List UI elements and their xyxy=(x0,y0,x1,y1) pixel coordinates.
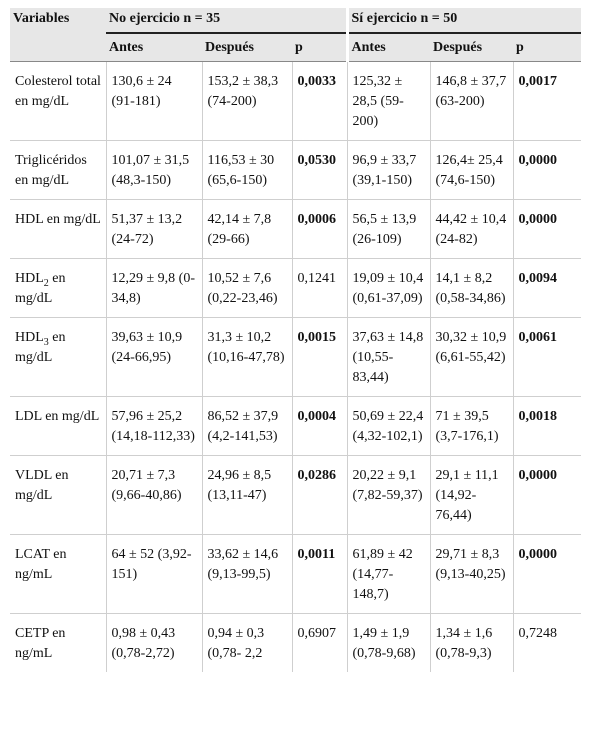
cell-no-p: 0,0033 xyxy=(292,62,347,141)
table-row xyxy=(10,397,581,456)
cell-si-despues: 14,1 ± 8,2 (0,58-34,86) xyxy=(430,259,513,318)
cell-no-despues: 24,96 ± 8,5 (13,11-47) xyxy=(202,456,292,535)
cell-no-despues: 153,2 ± 38,3 (74-200) xyxy=(202,62,292,141)
cell-no-despues: 10,52 ± 7,6 (0,22-23,46) xyxy=(202,259,292,318)
variable-label: Colesterol total en mg/dL xyxy=(15,74,101,109)
cell-no-despues: 33,62 ± 14,6 (9,13-99,5) xyxy=(202,535,292,614)
table-row xyxy=(10,614,581,673)
cell-no-despues: 42,14 ± 7,8 (29-66) xyxy=(202,200,292,259)
header-variables: Variables xyxy=(10,8,106,62)
cell-si-antes: 37,63 ± 14,8 (10,55-83,44) xyxy=(347,318,430,397)
table-row xyxy=(10,318,581,397)
cell-si-antes: 96,9 ± 33,7 (39,1-150) xyxy=(347,141,430,200)
cell-si-despues: 71 ± 39,5 (3,7-176,1) xyxy=(430,397,513,456)
cell-no-despues: 0,94 ± 0,3 (0,78- 2,2 xyxy=(202,614,292,673)
results-table xyxy=(10,8,581,672)
variable-unit: en mg/dL xyxy=(15,271,66,306)
cell-si-antes: 1,49 ± 1,9 (0,78-9,68) xyxy=(347,614,430,673)
cell-si-despues: 30,32 ± 10,9 (6,61-55,42) xyxy=(430,318,513,397)
variable-label: HDL en mg/dL xyxy=(15,212,101,227)
cell-no-despues: 31,3 ± 10,2 (10,16-47,78) xyxy=(202,318,292,397)
cell-no-p: 0,0004 xyxy=(292,397,347,456)
variable-subscript: 3 xyxy=(43,337,49,348)
cell-si-antes: 56,5 ± 13,9 (26-109) xyxy=(347,200,430,259)
cell-variable xyxy=(10,259,106,318)
cell-no-antes: 0,98 ± 0,43 (0,78-2,72) xyxy=(106,614,202,673)
cell-si-p: 0,0094 xyxy=(513,259,581,318)
cell-variable xyxy=(10,397,106,456)
cell-no-p: 0,6907 xyxy=(292,614,347,673)
cell-no-p: 0,1241 xyxy=(292,259,347,318)
variable-label: LCAT en ng/mL xyxy=(15,547,67,582)
cell-si-despues: 29,1 ± 11,1 (14,92-76,44) xyxy=(430,456,513,535)
cell-si-antes: 20,22 ± 9,1 (7,82-59,37) xyxy=(347,456,430,535)
variable-label: CETP en ng/mL xyxy=(15,626,66,661)
cell-si-p: 0,0000 xyxy=(513,535,581,614)
table-body xyxy=(10,62,581,673)
cell-variable xyxy=(10,614,106,673)
cell-no-despues: 86,52 ± 37,9 (4,2-141,53) xyxy=(202,397,292,456)
cell-si-despues: 126,4± 25,4 (74,6-150) xyxy=(430,141,513,200)
cell-si-p: 0,0000 xyxy=(513,141,581,200)
cell-si-p: 0,7248 xyxy=(518,626,558,641)
cell-no-p: 0,0015 xyxy=(292,318,347,397)
cell-si-antes: 19,09 ± 10,4 (0,61-37,09) xyxy=(347,259,430,318)
cell-variable xyxy=(10,318,106,397)
table-row xyxy=(10,456,581,535)
cell-si-p: 0,0000 xyxy=(513,200,581,259)
cell-no-antes: 20,71 ± 7,3 (9,66-40,86) xyxy=(106,456,202,535)
variable-label: Triglicéridos en mg/dL xyxy=(15,153,87,188)
variable-unit: en mg/dL xyxy=(15,330,66,365)
cell-no-antes: 12,29 ± 9,8 (0-34,8) xyxy=(106,259,202,318)
table-row xyxy=(10,62,581,141)
cell-si-antes: 61,89 ± 42 (14,77-148,7) xyxy=(347,535,430,614)
cell-si-despues: 146,8 ± 37,7 (63-200) xyxy=(430,62,513,141)
header-no-p: p xyxy=(292,33,347,62)
cell-si-despues: 1,34 ± 1,6 (0,78-9,3) xyxy=(430,614,513,673)
cell-no-antes: 51,37 ± 13,2 (24-72) xyxy=(106,200,202,259)
header-si-despues: Después xyxy=(430,33,513,62)
cell-si-p: 0,0000 xyxy=(513,456,581,535)
cell-no-antes: 64 ± 52 (3,92-151) xyxy=(106,535,202,614)
header-no-despues: Después xyxy=(202,33,292,62)
cell-si-antes: 50,69 ± 22,4 (4,32-102,1) xyxy=(347,397,430,456)
cell-no-p: 0,0530 xyxy=(292,141,347,200)
cell-no-antes: 101,07 ± 31,5 (48,3-150) xyxy=(106,141,202,200)
variable-label: LDL en mg/dL xyxy=(15,409,100,424)
cell-variable xyxy=(10,200,106,259)
cell-si-antes: 125,32 ± 28,5 (59-200) xyxy=(347,62,430,141)
table-row xyxy=(10,535,581,614)
header-group-no-exercise: No ejercicio n = 35 xyxy=(106,8,347,33)
cell-no-p: 0,0011 xyxy=(292,535,347,614)
header-no-antes: Antes xyxy=(106,33,202,62)
header-si-p: p xyxy=(513,33,581,62)
cell-no-p: 0,0286 xyxy=(292,456,347,535)
cell-variable xyxy=(10,62,106,141)
table-row xyxy=(10,141,581,200)
cell-no-antes: 39,63 ± 10,9 (24-66,95) xyxy=(106,318,202,397)
table-row xyxy=(10,200,581,259)
cell-si-p: 0,0061 xyxy=(513,318,581,397)
cell-variable xyxy=(10,141,106,200)
cell-variable xyxy=(10,456,106,535)
cell-variable xyxy=(10,535,106,614)
cell-si-despues: 29,71 ± 8,3 (9,13-40,25) xyxy=(430,535,513,614)
variable-label: HDL xyxy=(15,271,44,286)
header-group-exercise: Sí ejercicio n = 50 xyxy=(347,8,581,33)
variable-label: HDL xyxy=(15,330,44,345)
header-si-antes: Antes xyxy=(347,33,430,62)
variable-subscript: 2 xyxy=(43,278,49,289)
cell-no-despues: 116,53 ± 30 (65,6-150) xyxy=(202,141,292,200)
cell-no-p: 0,0006 xyxy=(292,200,347,259)
cell-no-antes: 130,6 ± 24 (91-181) xyxy=(106,62,202,141)
cell-si-p: 0,0018 xyxy=(513,397,581,456)
cell-si-p: 0,0017 xyxy=(513,62,581,141)
table-row xyxy=(10,259,581,318)
cell-no-antes: 57,96 ± 25,2 (14,18-112,33) xyxy=(106,397,202,456)
variable-label: VLDL en mg/dL xyxy=(15,468,69,503)
cell-si-despues: 44,42 ± 10,4 (24-82) xyxy=(430,200,513,259)
